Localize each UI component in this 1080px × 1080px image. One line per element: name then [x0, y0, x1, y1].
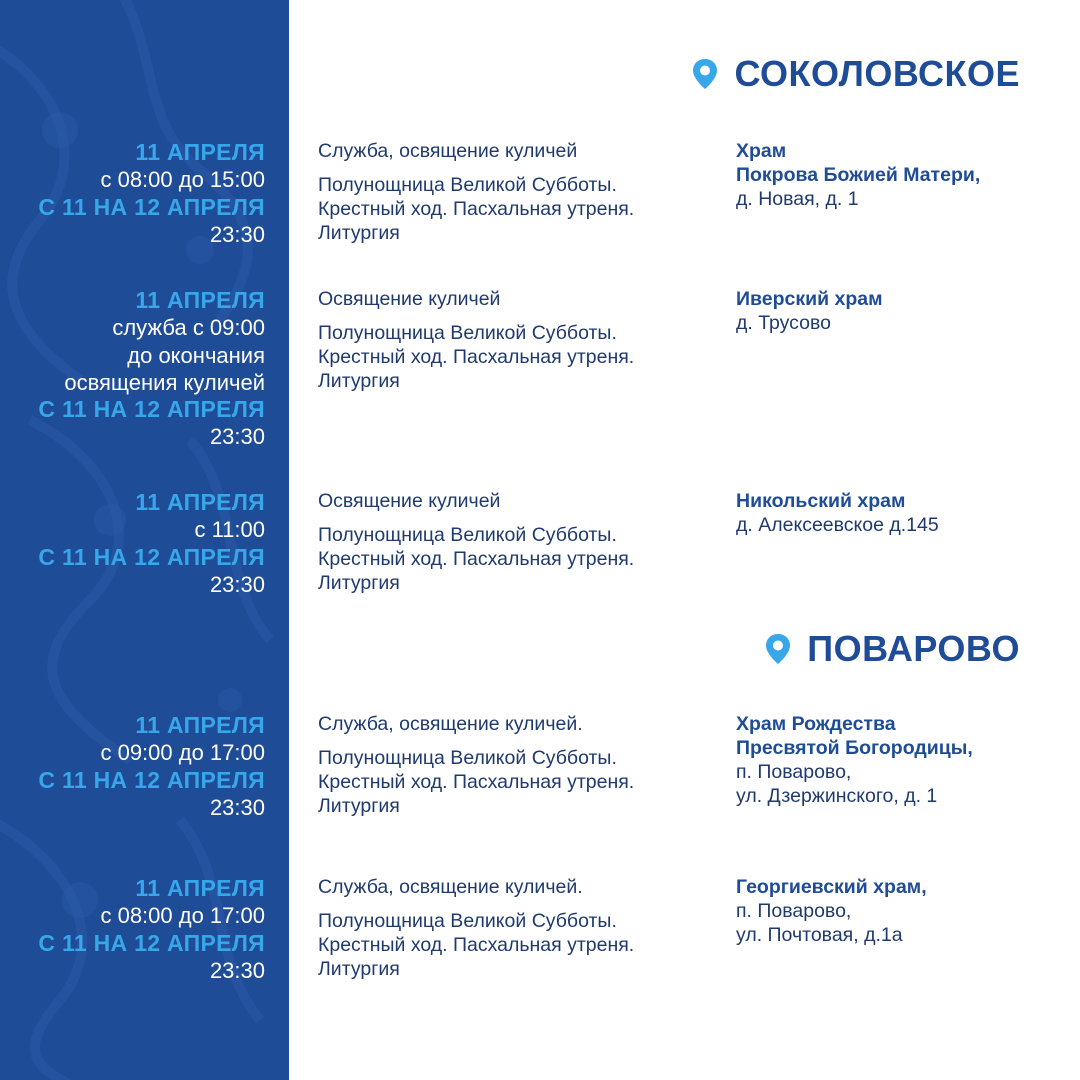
- church-name: Покрова Божией Матери,: [736, 164, 981, 186]
- map-pin-icon: [692, 58, 718, 90]
- time-label: 23:30: [209, 957, 265, 983]
- date-label: С 11 НА 12 АПРЕЛЯ: [38, 396, 265, 423]
- time-label: до окончания: [127, 342, 265, 368]
- date-label: 11 АПРЕЛЯ: [135, 139, 265, 165]
- location-title: СОКОЛОВСКОЕ: [734, 53, 1020, 94]
- church-name: Георгиевский храм,: [736, 876, 927, 898]
- location-title: ПОВАРОВО: [807, 628, 1020, 669]
- service-line: Литургия: [318, 222, 400, 244]
- date-label: С 11 НА 12 АПРЕЛЯ: [38, 543, 265, 570]
- service-title: Освящение куличей: [318, 490, 501, 512]
- time-label: с 08:00 до 17:00: [100, 903, 265, 929]
- time-label: 23:30: [209, 221, 265, 247]
- time-column: [0, 287, 265, 451]
- church-info: [736, 489, 1056, 537]
- church-info: [736, 712, 1056, 808]
- service-title: Освящение куличей: [318, 288, 501, 310]
- service-description: [318, 287, 708, 393]
- service-line: Литургия: [318, 370, 400, 392]
- time-column: [0, 712, 265, 821]
- service-line: Литургия: [318, 572, 400, 594]
- service-description: [318, 139, 708, 245]
- church-name: Никольский храм: [736, 490, 906, 512]
- time-label: служба с 09:00: [112, 315, 265, 341]
- map-pin-icon: [765, 633, 791, 665]
- location-header-sokolovskoe: [692, 53, 1020, 95]
- church-info: [736, 875, 1056, 947]
- church-name: Пресвятой Богородицы,: [736, 737, 973, 759]
- church-address: д. Алексеевское д.145: [736, 514, 939, 536]
- church-name: Храм: [736, 140, 787, 162]
- time-column: [0, 489, 265, 598]
- date-label: 11 АПРЕЛЯ: [135, 489, 265, 515]
- location-header-povarovo: [765, 628, 1020, 670]
- service-title: Служба, освящение куличей: [318, 140, 578, 162]
- church-address: ул. Дзержинского, д. 1: [736, 785, 938, 807]
- date-label: 11 АПРЕЛЯ: [135, 712, 265, 738]
- date-label: 11 АПРЕЛЯ: [135, 287, 265, 313]
- service-line: Полунощница Великой Субботы.: [318, 174, 617, 196]
- service-description: [318, 875, 708, 981]
- time-label: 23:30: [209, 424, 265, 450]
- service-line: Крестный ход. Пасхальная утреня.: [318, 771, 635, 793]
- time-label: 23:30: [209, 571, 265, 597]
- service-line: Полунощница Великой Субботы.: [318, 524, 617, 546]
- time-column: [0, 139, 265, 248]
- service-line: Литургия: [318, 795, 400, 817]
- service-description: [318, 489, 708, 595]
- service-line: Крестный ход. Пасхальная утреня.: [318, 346, 635, 368]
- service-title: Служба, освящение куличей.: [318, 876, 583, 898]
- church-address: д. Новая, д. 1: [736, 188, 859, 210]
- service-description: [318, 712, 708, 818]
- church-address: п. Поварово,: [736, 761, 852, 783]
- church-info: [736, 287, 1056, 335]
- time-label: с 08:00 до 15:00: [100, 167, 265, 193]
- church-name: Храм Рождества: [736, 713, 896, 735]
- time-label: с 11:00: [194, 517, 265, 543]
- church-address: ул. Почтовая, д.1а: [736, 924, 903, 946]
- service-line: Полунощница Великой Субботы.: [318, 322, 617, 344]
- church-address: д. Трусово: [736, 312, 831, 334]
- service-line: Крестный ход. Пасхальная утреня.: [318, 198, 635, 220]
- date-label: С 11 НА 12 АПРЕЛЯ: [38, 193, 265, 220]
- service-title: Служба, освящение куличей.: [318, 713, 583, 735]
- time-column: [0, 875, 265, 984]
- time-label: с 09:00 до 17:00: [100, 740, 265, 766]
- date-label: 11 АПРЕЛЯ: [135, 875, 265, 901]
- date-label: С 11 НА 12 АПРЕЛЯ: [38, 766, 265, 793]
- service-line: Крестный ход. Пасхальная утреня.: [318, 548, 635, 570]
- service-line: Литургия: [318, 958, 400, 980]
- church-name: Иверский храм: [736, 288, 883, 310]
- time-label: освящения куличей: [64, 369, 265, 395]
- church-address: п. Поварово,: [736, 900, 852, 922]
- time-label: 23:30: [209, 794, 265, 820]
- service-line: Крестный ход. Пасхальная утреня.: [318, 934, 635, 956]
- service-line: Полунощница Великой Субботы.: [318, 747, 617, 769]
- church-info: [736, 139, 1056, 211]
- service-line: Полунощница Великой Субботы.: [318, 910, 617, 932]
- date-label: С 11 НА 12 АПРЕЛЯ: [38, 929, 265, 956]
